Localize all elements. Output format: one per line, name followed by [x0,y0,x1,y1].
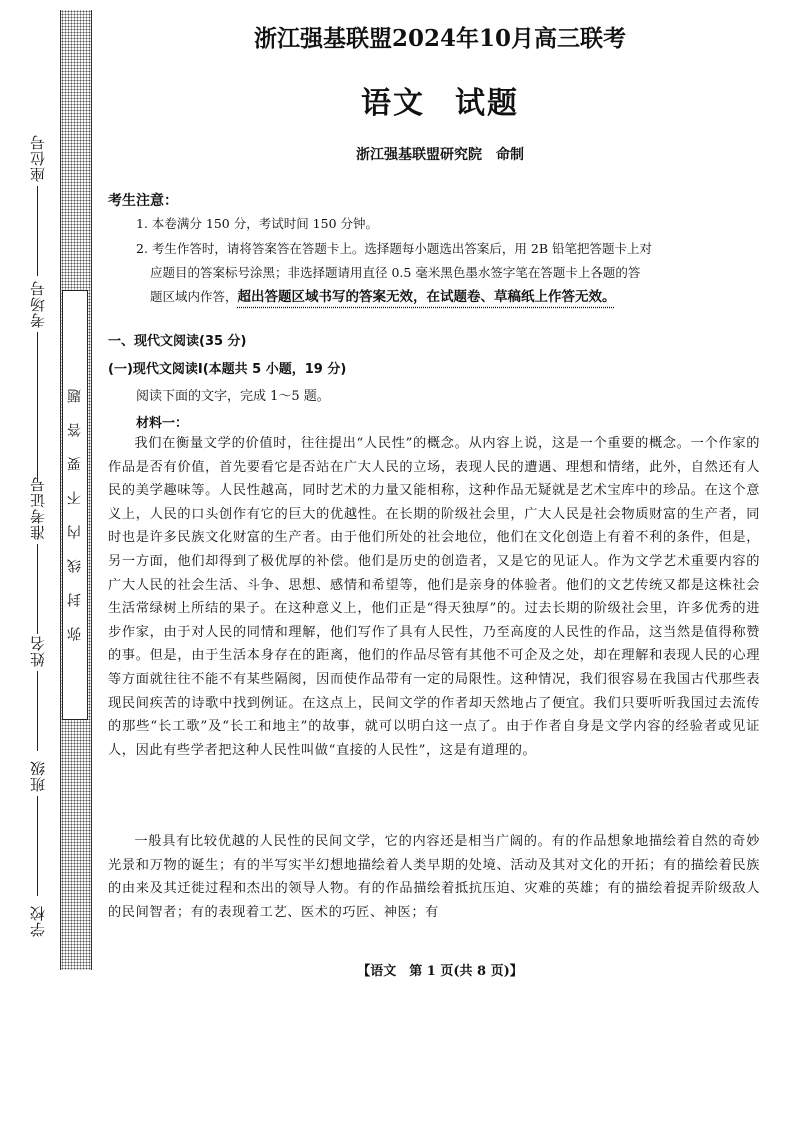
notice-item-1: 1. 本卷满分 150 分，考试时间 150 分钟。 [136,216,379,231]
material-body-2 [108,830,760,924]
maker-org: 浙江强基联盟研究院 [356,147,482,163]
paragraph-1: 我们在衡量文学的价值时，往往提出“人民性”的概念。从内容上说，这是一个重要的概念。一个作家的作品是否有价值，首先要看它是否站在广大人民的立场，表现人民的遭遇、理想和情绪，此外，自然还有人民的美学趣味等。人民性越高，同时艺术的力量又能相称，这种作品无疑就是艺术宝库中的珍品。在这个意义上，人民的口头创作有它的巨大的优越性。在长期的阶级社会里，广大人民是社会物质财富的生产者，同时也是许多民族文化财富的生产者。由于他们所处的社会地位，他们在文化创造上有着不利的条件，但是，另一方面，他们却得到了极优厚的补偿。他们是历史的创造者，又是它的见证人。作为文学艺术重要内容的广大人民的社会生活、斗争、思想、感情和希望等，他们是亲身的体验者。他们的文艺传统又都是这株社会生活常绿树上所结的果子。在这种意义上，他们正是“得天独厚”的。过去长期的阶级社会里，许多优秀的进步作家，由于对人民的同情和理解，他们写作了具有人民性，乃至高度的人民性的作品，这当然是值得称赞的事。但是，由于生活本身存在的距离，他们的作品尽管有其他不可企及之处，却在理解和表现人民的心理等方面就往往不能不有某些隔阂，因而使作品带有一定的局限性。这种情况，我们很容易在我国古代那些表现民间疾苦的诗歌中找到例证。在这点上，民间文学的作者却天然地占了便宜。我们只要听听我国过去流传的那些“长工歌”及“长工和地主”的故事，就可以明白这一点了。由于作者自身是文学内容的经验者或见证人，因此有些学者把这种人民性叫做“直接的人民性”，这是有道理的。 [108,436,760,758]
seal-warning-text: 弥封线内不要答题 [67,369,83,641]
material-body-1 [108,432,760,762]
section-heading: 一、现代文阅读(35 分) [108,334,247,349]
name-label: 姓名 [28,635,47,667]
name-line [37,671,38,751]
notice-item-2-line-3 [136,285,736,309]
admission-number-label: 准考证号 [28,476,47,540]
seal-warning-box [62,290,88,720]
admission-number-line [37,544,38,634]
exam-room-line [37,332,38,482]
admission-number-field[interactable] [22,476,52,634]
class-field[interactable] [22,760,52,896]
subject-title [120,78,760,122]
name-field[interactable] [22,635,52,751]
notice-warning: 超出答题区域书写的答案无效，在试题卷、草稿纸上作答无效。 [237,289,616,305]
class-line [37,796,38,896]
seat-number-line [37,186,38,276]
notice-item-2-line-3-text: 题区域内作答， [150,289,238,304]
notice-item-2 [136,237,736,309]
class-label: 班级 [28,760,47,792]
school-label: 学校 [28,905,47,937]
maker-line [120,144,760,164]
exam-title: 浙江强基联盟2024年10月高三联考 [253,25,627,52]
paragraph-2: 一般具有比较优越的人民性的民间文学，它的内容还是相当广阔的。有的作品想象地描绘着自然的奇妙光景和万物的诞生；有的半写实半幻想地描绘着人类早期的处境、活动及其对文化的开拓；有的描绘着民族的由来及其迁徙过程和杰出的领导人物。有的作品描绘着抵抗压迫、灾难的英雄；有的描绘着捉弄阶级敌人的民间智者；有的表现着工艺、医术的巧匠、神医；有 [108,834,760,920]
seat-number-label: 座位号 [28,134,47,182]
material-label: 材料一： [136,416,189,431]
maker-word: 命制 [496,147,524,163]
reading-instruction: 阅读下面的文字，完成 1～5 题。 [136,389,330,404]
page-footer: 【语文 第 1 页(共 8 页)】 [357,964,523,979]
school-field[interactable] [22,905,52,937]
notice-item-2-line-2: 应题目的答案标号涂黑；非选择题请用直径 0.5 毫米黑色墨水签字笔在答题卡上各题的答 [150,265,641,280]
notice-heading: 考生注意： [108,193,178,209]
notice-item-2-line-1: 2. 考生作答时，请将答案答在答题卡上。选择题每小题选出答案后，用 2B 铅笔把答题卡上对 [136,241,652,256]
exam-room-label: 考场号 [28,280,47,328]
paper-word: 试题 [455,86,519,121]
subsection-heading: (一)现代文阅读Ⅰ(本题共 5 小题，19 分) [108,362,347,377]
exam-room-field[interactable] [22,280,52,482]
seat-number-field[interactable] [22,134,52,276]
subject-name: 语文 [361,86,425,121]
